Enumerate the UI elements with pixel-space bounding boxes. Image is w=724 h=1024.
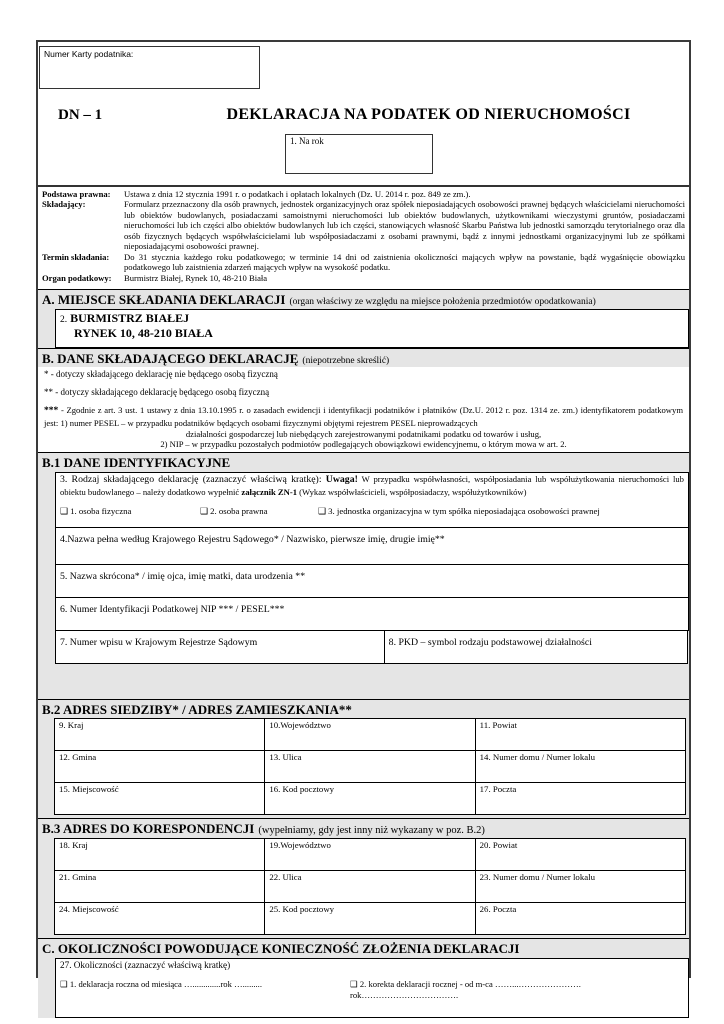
footnote-triple-star-line2: działalności gospodarczej lub niebędących zarejestrowanymi podatnikami podatku od towarów i usług,	[185, 428, 542, 439]
section-b3-content	[38, 839, 689, 938]
field-12-label: 12. Gmina	[59, 752, 97, 762]
checkbox-icon[interactable]: ❑	[318, 505, 326, 516]
field-3-text1: W przypadku współwłasności, współposiadania lub współużytkowania nieruchomości lub obiektu budowlanego – należy dodatkowo wypełnić	[60, 474, 684, 497]
legal-text: Ustawa z dnia 12 stycznia 1991 r. o podatkach i opłatach lokalnych (Dz. U. 2014 r. poz. 849 ze zm.).	[124, 189, 471, 199]
legal-label: Podstawa prawna:	[42, 189, 111, 199]
legal-text: Do 31 stycznia każdego roku podatkowego; w terminie 14 dni od zaistnienia okoliczności mających wpływ na powstanie, bądź wygaśnięcie obowiązku podatkowego lub zaistnienia zdarzeń mających wpływ na wysokość podatku.	[124, 251, 685, 273]
legal-row-termin	[42, 252, 685, 273]
footnote-triple-star	[38, 403, 689, 452]
checkbox-icon[interactable]: ❑	[200, 505, 208, 516]
field-7-krs-box[interactable]	[55, 630, 385, 664]
field-27-circumstances-box[interactable]	[55, 958, 689, 1018]
field-12-gmina-box[interactable]	[54, 750, 265, 783]
field-5-label: 5. Nazwa skrócona* / imię ojca, imię matki, data urodzenia **	[60, 571, 306, 582]
taxpayer-card-number-label: Numer Karty podatnika:	[44, 49, 134, 59]
field-6-nip-pesel-box[interactable]	[55, 597, 689, 631]
field-27-label: 27. Okoliczności (zaznaczyć właściwą kratkę)	[60, 960, 231, 970]
field-26-label: 26. Poczta	[479, 904, 517, 914]
field-14-label: 14. Numer domu / Numer lokalu	[479, 752, 595, 762]
legal-text: Formularz przeznaczony dla osób prawnych, jednostek organizacyjnych oraz spółek nieposiadających osobowości prawnej będących właścicielami nieruchomości lub obiektów budowlanych, posiadaczami samoistnymi nieruchomości lub obiektów budowlanych, użytkownikami wieczystymi gruntów, posiadaczami nieruchomości lub ich części albo obiektów budowlanych lub ich części, stanowiących własność Skarbu Państwa lub jednostki samorządu terytorialnego oraz dla osób fizycznych będących współwłaścicielami lub współposiadaczami z osobami prawnymi, bądź z innymi jednostkami organizacyjnymi lub ze spółkami nieposiadającymi osobowości prawnej.	[124, 199, 685, 252]
field-24-label: 24. Miejscowość	[59, 904, 119, 914]
checkbox-osoba-prawna[interactable]	[200, 506, 318, 517]
year-field-label: 1. Na rok	[290, 136, 324, 146]
field-8-pkd-box[interactable]	[384, 630, 688, 664]
checkbox-icon[interactable]: ❑	[60, 505, 68, 516]
field-8-label: 8. PKD – symbol rodzaju podstawowej działalności	[388, 637, 592, 648]
field-23-label: 23. Numer domu / Numer lokalu	[479, 872, 595, 882]
field-26-poczta-box[interactable]	[475, 902, 686, 935]
field-15-miejscowosc-box[interactable]	[54, 782, 265, 815]
field-4-full-name-box[interactable]	[55, 527, 689, 565]
field-11-label: 11. Powiat	[479, 720, 517, 730]
section-b1-title: B.1 DANE IDENTYFIKACYJNE	[42, 455, 231, 470]
section-b-note: (niepotrzebne skreślić)	[302, 356, 390, 366]
field-14-numer-domu-box[interactable]	[475, 750, 686, 783]
field-19-wojewodztwo-box[interactable]	[264, 838, 475, 871]
taxpayer-card-number-box[interactable]	[39, 46, 260, 89]
field-17-label: 17. Poczta	[479, 784, 517, 794]
footnote-triple-star-marker: ***	[44, 406, 59, 416]
year-field-box[interactable]	[285, 134, 433, 174]
section-a-note: (organ właściwy ze względu na miejsce położenia przedmiotów opodatkowania)	[289, 297, 596, 307]
section-a-content	[38, 309, 689, 348]
dn1-form	[36, 40, 691, 1000]
field-21-gmina-box[interactable]	[54, 870, 265, 903]
field-22-ulica-box[interactable]	[264, 870, 475, 903]
field-3-warning: Uwaga!	[325, 474, 358, 485]
checkbox-korekta-deklaracji[interactable]	[350, 979, 684, 1000]
field-18-label: 18. Kraj	[59, 840, 88, 850]
field-10-wojewodztwo-box[interactable]	[264, 718, 475, 751]
section-c-title: C. OKOLICZNOŚCI POWODUJĄCE KONIECZNOŚĆ ZŁOŻENIA DEKLARACJI	[42, 941, 520, 956]
section-b2-content	[38, 719, 689, 818]
form-title: DEKLARACJA NA PODATEK OD NIERUCHOMOŚCI	[226, 106, 631, 123]
legal-basis-block	[38, 185, 689, 283]
field-9-label: 9. Kraj	[59, 720, 84, 730]
form-header	[38, 106, 689, 124]
legal-label: Składający:	[42, 199, 86, 210]
field-6-label: 6. Numer Identyfikacji Podatkowej NIP *** / PESEL***	[60, 604, 285, 615]
field-4-label: 4.Nazwa pełna według Krajowego Rejestru Sądowego* / Nazwisko, pierwsze imię, drugie imię**	[60, 534, 445, 545]
field-9-kraj-box[interactable]	[54, 718, 265, 751]
footnote-single-star: * - dotyczy składającego deklarację nie będącego osobą fizyczną	[38, 367, 689, 381]
field-3-label: 3. Rodzaj składającego deklarację (zaznaczyć właściwą kratkę):	[60, 474, 326, 485]
checkbox-jednostka-organizacyjna[interactable]	[318, 506, 600, 517]
footnote-triple-star-line1: - Zgodnie z art. 3 ust. 1 ustawy z dnia 13.10.1995 r. o zasadach ewidencji i identyfikacji podatników i płatników (Dz.U. 2012 r. poz. 1314 ze. zm.) identyfikatorem podatkowym jest: 1) numer PESEL – w przypadku podatników będących osobami fizycznymi objętymi rejestrem PESEL nieprowadzących	[44, 405, 683, 428]
checkbox-osoba-fizyczna-label: 1. osoba fizyczna	[70, 505, 132, 516]
field-2-authority-address: RYNEK 10, 48-210 BIAŁA	[74, 326, 213, 340]
section-b-title: B. DANE SKŁADAJĄCEGO DEKLARACJĘ	[42, 351, 299, 366]
checkbox-icon[interactable]: ❑	[60, 979, 68, 989]
field-13-ulica-box[interactable]	[264, 750, 475, 783]
field-2-number: 2.	[60, 315, 68, 325]
checkbox-osoba-prawna-label: 2. osoba prawna	[210, 505, 268, 516]
field-25-kod-pocztowy-box[interactable]	[264, 902, 475, 935]
checkbox-jednostka-organizacyjna-label: 3. jednostka organizacyjna w tym spółka nieposiadająca osobowości prawnej	[328, 505, 600, 516]
legal-text: Burmistrz Białej, Rynek 10, 48-210 Biała	[124, 272, 268, 283]
field-13-label: 13. Ulica	[269, 752, 302, 762]
field-15-label: 15. Miejscowość	[59, 784, 119, 794]
field-18-kraj-box[interactable]	[54, 838, 265, 871]
field-24-miejscowosc-box[interactable]	[54, 902, 265, 935]
checkbox-icon[interactable]: ❑	[350, 979, 358, 989]
field-7-label: 7. Numer wpisu w Krajowym Rejestrze Sądowym	[60, 637, 258, 648]
section-b1-header	[38, 452, 689, 474]
checkbox-deklaracja-roczna-label: 1. deklaracja roczna od miesiąca ….............rok ….........	[69, 979, 262, 989]
field-3-text2: (Wykaz współwłaścicieli, współposiadaczy, współużytkowników)	[297, 486, 527, 497]
field-3-attachment: załącznik ZN-1	[241, 486, 298, 497]
legal-row-podstawa	[42, 189, 685, 199]
section-c-content	[38, 958, 689, 1018]
section-a-title: A. MIEJSCE SKŁADANIA DEKLARACJI	[42, 292, 286, 307]
field-2-authority-name: BURMISTRZ BIAŁEJ	[70, 311, 190, 325]
legal-row-skladajacy	[42, 199, 685, 251]
section-b2-title: B.2 ADRES SIEDZIBY* / ADRES ZAMIESZKANIA**	[42, 702, 352, 717]
footnote-triple-star-line3: 2) NIP – w przypadku pozostałych podmiotów podlegających obowiązkowi ewidencyjnemu, o którym mowa w art. 2.	[160, 439, 567, 450]
legal-label: Organ podatkowy:	[42, 272, 112, 283]
checkbox-osoba-fizyczna[interactable]	[60, 506, 200, 517]
field-20-powiat-box[interactable]	[475, 838, 686, 871]
field-25-label: 25. Kod pocztowy	[269, 904, 335, 914]
field-2-tax-authority-box[interactable]	[55, 309, 689, 348]
field-23-numer-domu-box[interactable]	[475, 870, 686, 903]
legal-label: Termin składania:	[42, 251, 110, 262]
field-10-label: 10.Województwo	[269, 720, 331, 730]
field-22-label: 22. Ulica	[269, 872, 302, 882]
field-3-declarant-type-box[interactable]	[55, 472, 689, 528]
field-16-kod-pocztowy-box[interactable]	[264, 782, 475, 815]
section-a-header	[38, 289, 689, 311]
field-20-label: 20. Powiat	[479, 840, 518, 850]
field-11-powiat-box[interactable]	[475, 718, 686, 751]
section-b3-note: (wypełniamy, gdy jest inny niż wykazany w poz. B.2)	[258, 825, 485, 836]
checkbox-korekta-deklaracji-label: 2. korekta deklaracji rocznej - od m-ca ……...…………………. rok…………………………….	[350, 979, 581, 1000]
section-b3-title: B.3 ADRES DO KORESPONDENCJI	[42, 821, 255, 836]
field-7-8-row	[55, 630, 689, 664]
field-16-label: 16. Kod pocztowy	[269, 784, 335, 794]
section-b3-header	[38, 818, 689, 840]
field-19-label: 19.Województwo	[269, 840, 331, 850]
section-c-header	[38, 938, 689, 960]
field-21-label: 21. Gmina	[59, 872, 97, 882]
form-code: DN – 1	[58, 107, 103, 123]
field-5-short-name-box[interactable]	[55, 564, 689, 598]
legal-row-organ	[42, 273, 685, 283]
footnote-double-star: ** - dotyczy składającego deklarację będącego osobą fizyczną	[38, 385, 689, 399]
checkbox-deklaracja-roczna[interactable]	[60, 979, 350, 1000]
field-17-poczta-box[interactable]	[475, 782, 686, 815]
